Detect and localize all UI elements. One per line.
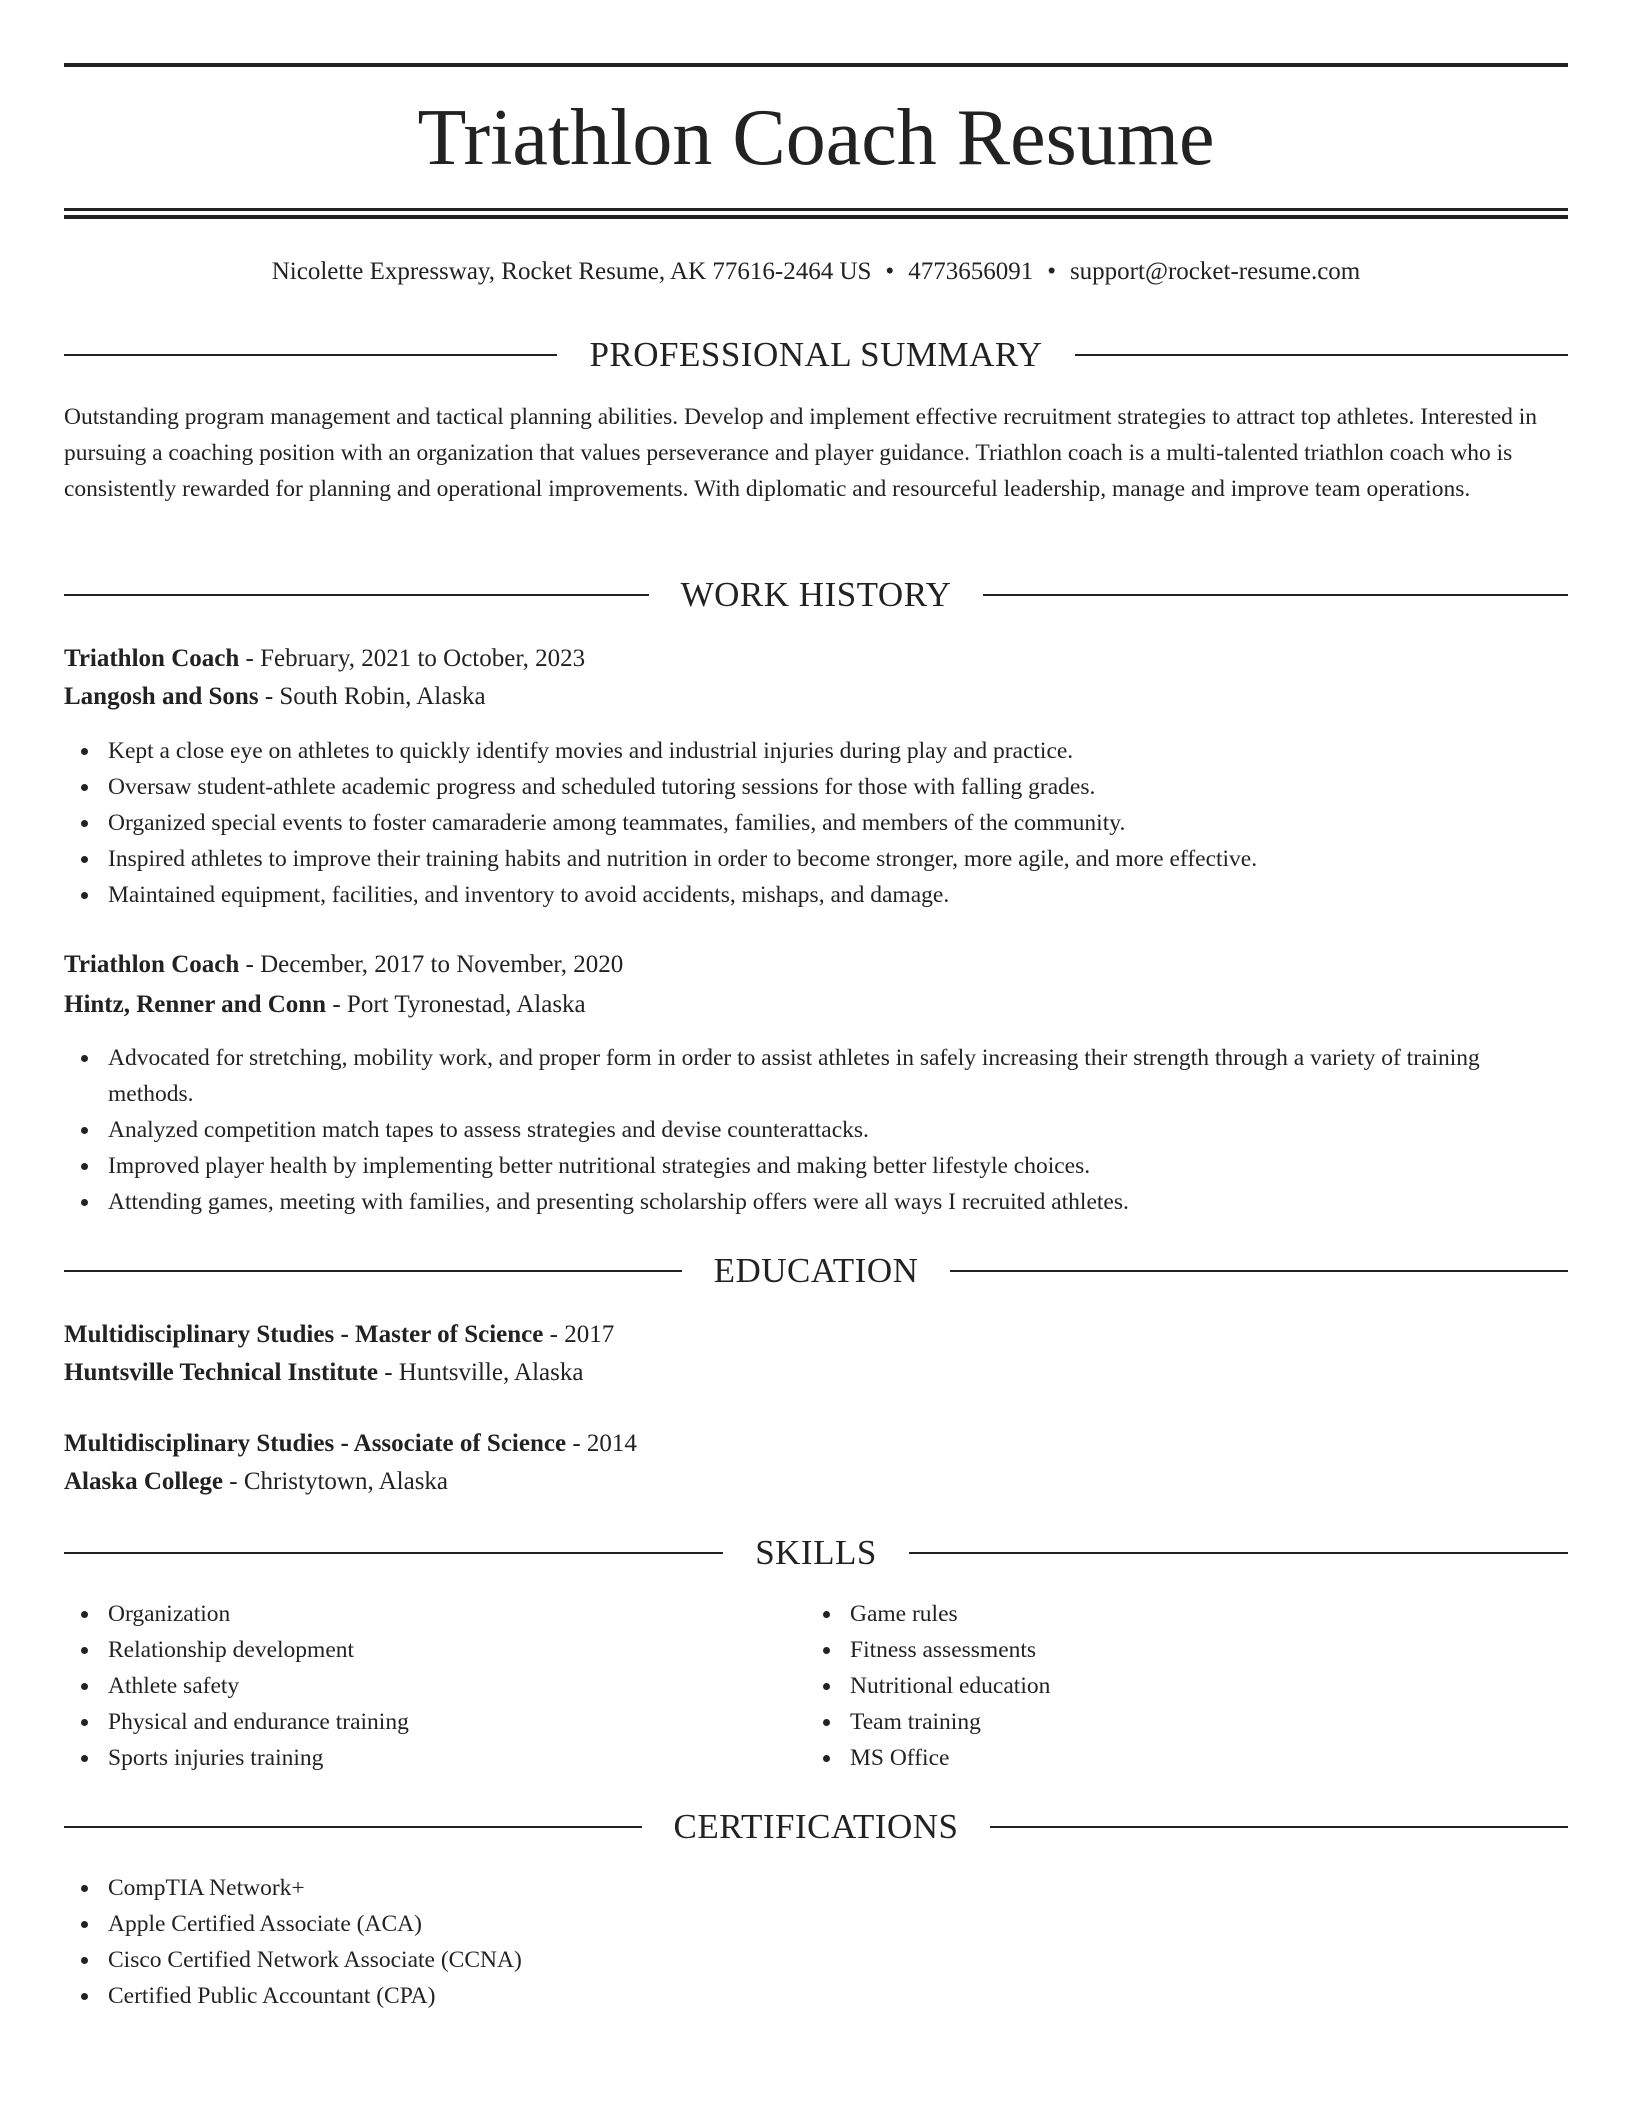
skill-item: Organization	[64, 1596, 764, 1632]
skills-list-right	[806, 1596, 1506, 1776]
certification-item: Cisco Certified Network Associate (CCNA)	[64, 1942, 1568, 1978]
section-title: CERTIFICATIONS	[673, 1807, 959, 1846]
job-company: Hintz, Renner and Conn	[64, 991, 327, 1018]
skill-item: Physical and endurance training	[64, 1704, 764, 1740]
summary-paragraph: Outstanding program management and tactical planning abilities. Develop and implement effective recruitment strategies to attract top athletes. Interested in pursuing a coaching position with an organization that values perseverance and player guidance. Triathlon coach is a multi-talented triathlon coach who is consistently rewarded for planning and operational improvements. With diplomatic and resourceful leadership, manage and improve team operations.	[64, 404, 1538, 502]
heading-rule	[1075, 354, 1568, 356]
section-title: SKILLS	[755, 1533, 877, 1572]
education-degree: Multidisciplinary Studies - Master of Science	[64, 1321, 544, 1348]
job-company-line	[64, 986, 1568, 1024]
contact-address: Nicolette Expressway, Rocket Resume, AK 77616-2464 US	[271, 258, 872, 285]
skill-item: MS Office	[806, 1740, 1506, 1776]
skill-item: Nutritional education	[806, 1668, 1506, 1704]
section-title: EDUCATION	[713, 1251, 919, 1290]
education-school: Alaska College	[64, 1468, 224, 1495]
list-item: Improved player health by implementing better nutritional strategies and making better lifestyle choices.	[64, 1148, 1568, 1184]
section-heading-education	[64, 1249, 1568, 1293]
job-company-line	[64, 678, 1568, 716]
top-rule	[64, 63, 1568, 67]
certification-item: CompTIA Network+	[64, 1870, 1568, 1906]
list-item: Organized special events to foster camaraderie among teammates, families, and members of the community.	[64, 805, 1568, 841]
skill-item: Relationship development	[64, 1632, 764, 1668]
job-title-line	[64, 640, 1568, 678]
education-location: - Huntsville, Alaska	[377, 1359, 584, 1386]
education-school: Huntsville Technical Institute	[64, 1359, 378, 1386]
heading-rule	[64, 1826, 642, 1828]
heading-rule	[950, 1270, 1568, 1272]
contact-separator: •	[885, 258, 895, 285]
certification-item: Certified Public Accountant (CPA)	[64, 1978, 1568, 2014]
contact-separator: •	[1047, 258, 1056, 285]
heading-rule	[983, 594, 1568, 596]
list-item: Advocated for stretching, mobility work, and proper form in order to assist athletes in safely increasing their strength through a variety of training methods.	[64, 1040, 1568, 1112]
heading-rule	[64, 594, 649, 596]
title-rule-lower	[64, 215, 1568, 219]
skills-list-left	[64, 1596, 764, 1776]
job-title: Triathlon Coach	[64, 645, 240, 672]
education-degree-line	[64, 1316, 1568, 1354]
job-bullets	[64, 733, 1568, 913]
job-dates: - December, 2017 to November, 2020	[239, 951, 624, 978]
heading-rule	[909, 1552, 1568, 1554]
education-school-line	[64, 1354, 1568, 1392]
section-heading-work	[64, 573, 1568, 617]
contact-line	[64, 254, 1568, 290]
job-dates: - February, 2021 to October, 2023	[239, 645, 586, 672]
skill-item: Team training	[806, 1704, 1506, 1740]
heading-rule	[64, 1270, 682, 1272]
job-company: Langosh and Sons	[64, 683, 259, 710]
skill-item: Athlete safety	[64, 1668, 764, 1704]
certification-item: Apple Certified Associate (ACA)	[64, 1906, 1568, 1942]
education-location: - Christytown, Alaska	[223, 1468, 449, 1495]
education-year: - 2014	[566, 1430, 637, 1457]
list-item: Attending games, meeting with families, and presenting scholarship offers were all ways I recruited athletes.	[64, 1184, 1568, 1220]
section-heading-skills	[64, 1531, 1568, 1575]
heading-rule	[990, 1826, 1568, 1828]
contact-phone: 4773656091	[908, 258, 1034, 285]
education-school-line	[64, 1463, 1568, 1501]
heading-rule	[64, 1552, 723, 1554]
section-title: WORK HISTORY	[680, 575, 952, 614]
list-item: Maintained equipment, facilities, and inventory to avoid accidents, mishaps, and damage.	[64, 877, 1568, 913]
skill-item: Game rules	[806, 1596, 1506, 1632]
section-title: PROFESSIONAL SUMMARY	[589, 335, 1043, 374]
job-title: Triathlon Coach	[64, 951, 240, 978]
section-heading-certifications	[64, 1805, 1568, 1849]
job-location: - Port Tyronestad, Alaska	[326, 991, 586, 1018]
list-item: Kept a close eye on athletes to quickly identify movies and industrial injuries during play and practice.	[64, 733, 1568, 769]
page-title: Triathlon Coach Resume	[417, 94, 1215, 182]
education-degree-line	[64, 1425, 1568, 1463]
resume-page	[64, 0, 1568, 2112]
skill-item: Sports injuries training	[64, 1740, 764, 1776]
skill-item: Fitness assessments	[806, 1632, 1506, 1668]
list-item: Oversaw student-athlete academic progress and scheduled tutoring sessions for those with falling grades.	[64, 769, 1568, 805]
list-item: Inspired athletes to improve their training habits and nutrition in order to become stronger, more agile, and more effective.	[64, 841, 1568, 877]
job-title-line	[64, 946, 1568, 984]
heading-rule	[64, 354, 557, 356]
education-year: - 2017	[543, 1321, 615, 1348]
section-heading-summary	[64, 333, 1568, 377]
title-rule-upper	[64, 208, 1568, 211]
certifications-list	[64, 1870, 1568, 2014]
education-degree: Multidisciplinary Studies - Associate of Science	[64, 1430, 567, 1457]
contact-email: support@rocket-resume.com	[1069, 258, 1361, 285]
job-location: - South Robin, Alaska	[258, 683, 486, 710]
list-item: Analyzed competition match tapes to assess strategies and devise counterattacks.	[64, 1112, 1568, 1148]
job-bullets	[64, 1040, 1568, 1220]
